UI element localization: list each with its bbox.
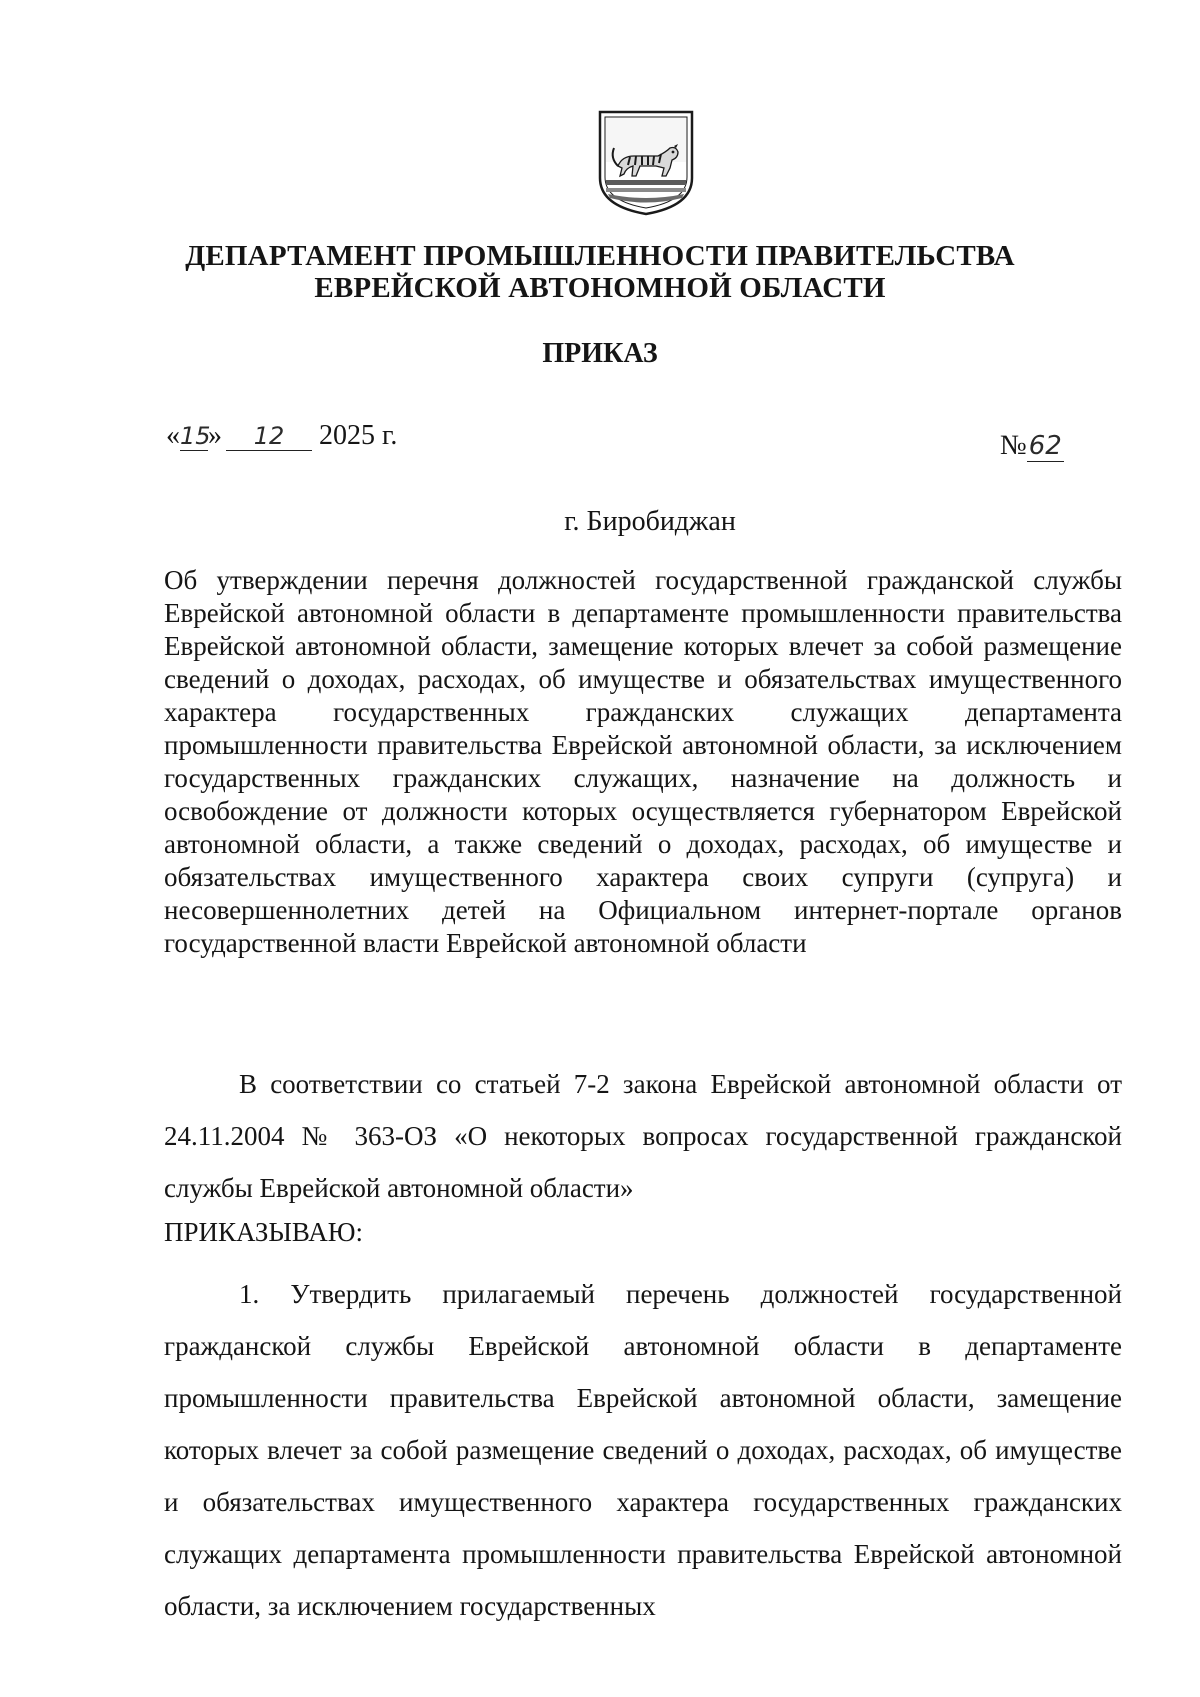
order-subject: Об утверждении перечня должностей государственной гражданской службы Еврейской автономной области в департаменте промышленности правительства Еврейской автономной области, замещение которых влечет за собой размещение сведений о доходах, расходах, об имуществе и обязательствах имущественного характера государственных гражданских служащих департамента промышленности правительства Еврейской автономной области, за исключением государственных гражданских служащих, назначение на должность и освобождение от должности которых осуществляется губернатором Еврейской автономной области, а также сведений о доходах, расходах, об имуществе и обязательствах имущественного характера своих супруги (супруга) и несовершеннолетних детей на Официальном интернет-портале органов государственной власти Еврейской автономной области [164,565,1122,958]
order-number [1000,426,1120,466]
city-line: г. Биробиджан [564,506,736,537]
order-item-1: 1. Утвердить прилагаемый перечень должностей государственной гражданской службы Еврейской автономной области в департаменте промышленности правительства Еврейской автономной области, замещение которых влечет за собой размещение сведений о доходах, расходах, об имуществе и обязательствах имущественного характера государственных гражданских служащих департамента промышленности правительства Еврейской автономной области, за исключением государственных [164,1279,1122,1621]
coat-of-arms-emblem [596,108,696,216]
order-number-handwritten: 62 [1028,431,1062,461]
date-day-handwritten: 15 [180,422,211,450]
department-title-line-1: ДЕПАРТАМЕНТ ПРОМЫШЛЕННОСТИ ПРАВИТЕЛЬСТВА [185,240,1015,272]
preamble-paragraph: В соответствии со статьей 7-2 закона Еврейской автономной области от 24.11.2004 № 363-ОЗ «О некоторых вопросах государственной гражданской службы Еврейской автономной области» [164,1069,1122,1203]
department-title [150,240,1050,304]
order-number-label: № [1000,430,1027,461]
tiger-shield-icon [596,108,696,216]
document-type-heading: ПРИКАЗ [542,338,658,369]
order-date [166,418,397,454]
date-year: 2025 г. [319,420,398,451]
date-month-handwritten: 12 [253,422,285,450]
date-close-quote: » [208,420,222,451]
date-open-quote: « [166,420,180,451]
department-title-line-2: ЕВРЕЙСКОЙ АВТОНОМНОЙ ОБЛАСТИ [314,272,886,304]
order-word: ПРИКАЗЫВАЮ: [164,1217,363,1247]
